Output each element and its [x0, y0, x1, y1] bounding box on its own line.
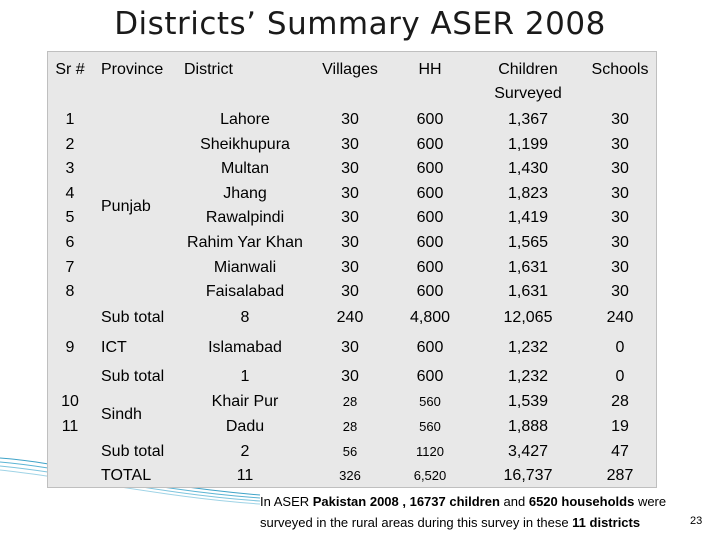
sindh-row-2-children: 1,888 — [507, 418, 549, 435]
header-hh: HH — [418, 61, 442, 78]
ict-row-district: Islamabad — [208, 339, 282, 356]
punjab-row-5-sr: 5 — [65, 209, 75, 226]
punjab-subtotal-label: Sub total — [101, 309, 165, 326]
total-row-schools: 287 — [606, 467, 634, 484]
sindh-subtotal-label: Sub total — [101, 443, 165, 460]
slide-title: Districts’ Summary ASER 2008 — [114, 6, 606, 42]
punjab-row-5-hh: 600 — [416, 209, 444, 226]
header-children-line1: Children — [498, 61, 558, 78]
punjab-row-6-hh: 600 — [416, 234, 444, 251]
punjab-row-6-sr: 6 — [65, 234, 75, 251]
punjab-row-8-hh: 600 — [416, 283, 444, 300]
sindh-row-1-villages: 28 — [342, 394, 358, 409]
punjab-row-1-district: Lahore — [220, 111, 270, 128]
sindh-row-2-district: Dadu — [225, 418, 265, 435]
punjab-row-2-children: 1,199 — [507, 136, 549, 153]
summary-table — [47, 51, 657, 488]
punjab-row-8-villages: 30 — [341, 283, 359, 300]
punjab-row-2-sr: 2 — [65, 136, 75, 153]
total-row-label: TOTAL — [101, 467, 152, 484]
header-villages: Villages — [322, 61, 378, 78]
punjab-row-4-schools: 30 — [611, 185, 629, 202]
punjab-row-3-sr: 3 — [65, 160, 75, 177]
province-sindh: Sindh — [101, 406, 142, 423]
punjab-row-4-villages: 30 — [341, 185, 359, 202]
punjab-row-2-district: Sheikhupura — [200, 136, 290, 153]
ict-row-sr: 9 — [65, 339, 75, 356]
punjab-row-1-children: 1,367 — [507, 111, 549, 128]
punjab-row-6-villages: 30 — [341, 234, 359, 251]
punjab-row-7-sr: 7 — [65, 259, 75, 276]
footnote-bold-3: 11 districts — [572, 515, 641, 530]
ict-row-schools: 0 — [615, 339, 625, 356]
punjab-row-3-district: Multan — [220, 160, 270, 177]
page-number: 23 — [690, 515, 703, 527]
punjab-row-8-district: Faisalabad — [205, 283, 285, 300]
punjab-row-2-hh: 600 — [416, 136, 444, 153]
punjab-row-5-schools: 30 — [611, 209, 629, 226]
punjab-row-5-villages: 30 — [341, 209, 359, 226]
header-district: District — [184, 61, 233, 78]
punjab-row-6-children: 1,565 — [507, 234, 549, 251]
punjab-row-1-schools: 30 — [611, 111, 629, 128]
sindh-row-2-villages: 28 — [342, 419, 358, 434]
header-province: Province — [101, 61, 164, 78]
punjab-subtotal-schools: 240 — [606, 309, 634, 326]
punjab-row-3-schools: 30 — [611, 160, 629, 177]
punjab-row-3-hh: 600 — [416, 160, 444, 177]
punjab-subtotal-villages: 240 — [336, 309, 364, 326]
ict-subtotal-hh: 600 — [416, 368, 444, 385]
footnote-text-2: and — [499, 494, 529, 509]
sindh-row-2-hh: 560 — [419, 419, 441, 434]
total-row-hh: 6,520 — [413, 468, 447, 483]
ict-subtotal-children: 1,232 — [507, 368, 549, 385]
punjab-row-7-children: 1,631 — [507, 259, 549, 276]
ict-row-villages: 30 — [341, 339, 359, 356]
total-row-district: 11 — [236, 467, 254, 484]
punjab-row-7-hh: 600 — [416, 259, 444, 276]
sindh-subtotal-schools: 47 — [611, 443, 629, 460]
sindh-subtotal-district: 2 — [240, 443, 250, 460]
punjab-row-7-schools: 30 — [611, 259, 629, 276]
punjab-row-1-hh: 600 — [416, 111, 444, 128]
punjab-row-3-children: 1,430 — [507, 160, 549, 177]
punjab-row-3-villages: 30 — [341, 160, 359, 177]
ict-row-children: 1,232 — [507, 339, 549, 356]
punjab-row-1-sr: 1 — [65, 111, 75, 128]
sindh-row-2-schools: 19 — [611, 418, 629, 435]
punjab-row-5-children: 1,419 — [507, 209, 549, 226]
ict-row-hh: 600 — [416, 339, 444, 356]
sindh-row-2-sr: 11 — [61, 418, 79, 435]
ict-row-province: ICT — [101, 339, 127, 356]
ict-subtotal-villages: 30 — [341, 368, 359, 385]
sindh-row-1-sr: 10 — [61, 393, 79, 410]
punjab-subtotal-hh: 4,800 — [409, 309, 451, 326]
header-schools: Schools — [591, 61, 649, 78]
punjab-row-7-district: Mianwali — [213, 259, 277, 276]
header-children-line2: Surveyed — [494, 85, 562, 102]
footnote-text-3: were surveyed in the rural areas during this survey in these — [260, 494, 667, 530]
sindh-subtotal-hh: 1120 — [416, 444, 444, 459]
punjab-row-8-sr: 8 — [65, 283, 75, 300]
ict-subtotal-label: Sub total — [101, 368, 165, 385]
sindh-row-1-hh: 560 — [419, 394, 441, 409]
punjab-subtotal-district: 8 — [240, 309, 250, 326]
sindh-row-1-district: Khair Pur — [211, 393, 279, 410]
punjab-row-2-schools: 30 — [611, 136, 629, 153]
punjab-row-4-children: 1,823 — [507, 185, 549, 202]
punjab-row-6-schools: 30 — [611, 234, 629, 251]
footnote — [260, 491, 718, 533]
footnote-text-1: In ASER — [260, 494, 313, 509]
total-row-villages: 326 — [339, 468, 361, 483]
punjab-row-5-district: Rawalpindi — [205, 209, 285, 226]
punjab-row-6-district: Rahim Yar Khan — [187, 234, 303, 251]
punjab-row-4-sr: 4 — [65, 185, 75, 202]
footnote-bold-1: Pakistan 2008 , 16737 children — [312, 494, 500, 509]
punjab-subtotal-children: 12,065 — [503, 309, 553, 326]
ict-subtotal-district: 1 — [240, 368, 250, 385]
punjab-row-4-hh: 600 — [416, 185, 444, 202]
punjab-row-8-children: 1,631 — [507, 283, 549, 300]
punjab-row-4-district: Jhang — [223, 185, 267, 202]
sindh-row-1-children: 1,539 — [507, 393, 549, 410]
total-row-children: 16,737 — [503, 467, 553, 484]
punjab-row-8-schools: 30 — [611, 283, 629, 300]
footnote-bold-2: 6520 households — [528, 494, 635, 509]
punjab-row-2-villages: 30 — [341, 136, 359, 153]
punjab-row-1-villages: 30 — [341, 111, 359, 128]
sindh-subtotal-children: 3,427 — [507, 443, 549, 460]
sindh-subtotal-villages: 56 — [342, 444, 358, 459]
punjab-row-7-villages: 30 — [341, 259, 359, 276]
province-punjab: Punjab — [101, 198, 151, 215]
sindh-row-1-schools: 28 — [611, 393, 629, 410]
header-sr: Sr # — [55, 61, 85, 78]
ict-subtotal-schools: 0 — [615, 368, 625, 385]
